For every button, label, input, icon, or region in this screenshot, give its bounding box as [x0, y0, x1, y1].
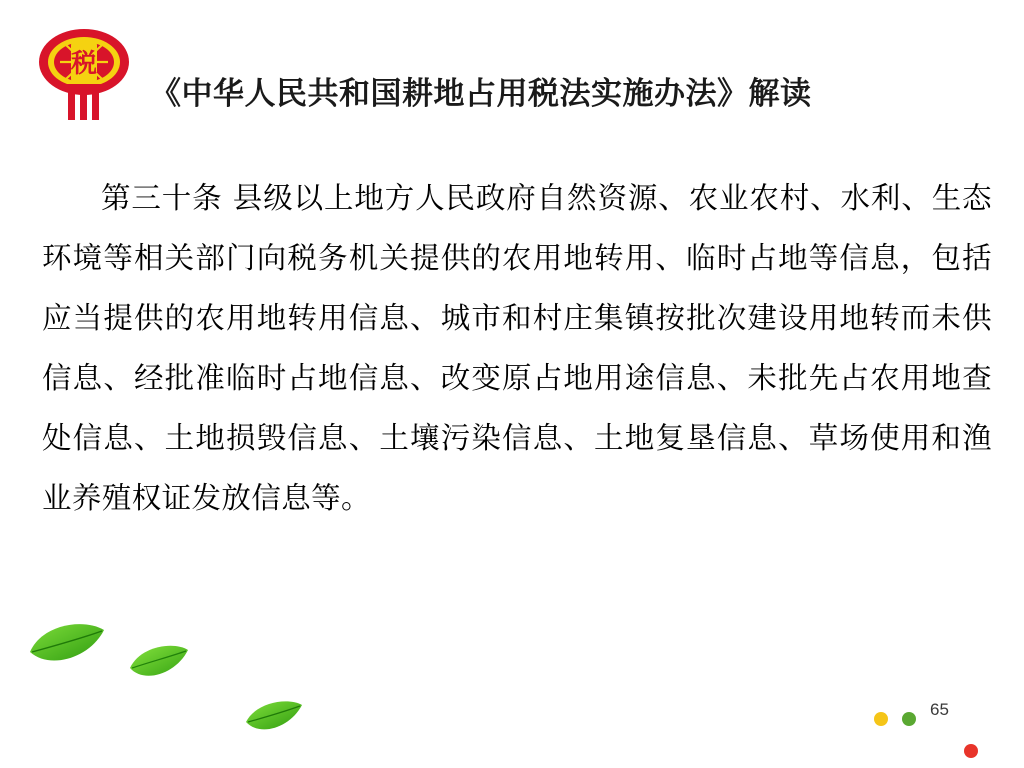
leaf-icon — [244, 700, 304, 738]
leaf-icon — [128, 644, 190, 684]
page-title: 《中华人民共和国耕地占用税法实施办法》解读 — [150, 76, 812, 112]
slide-body-text: 第三十条 县级以上地方人民政府自然资源、农业农村、水利、生态环境等相关部门向税务机关提供的农用地转用、临时占地等信息，包括应当提供的农用地转用信息、城市和村庄集镇按批次建设用地转而未供信息、经批准临时占地信息、改变原占地用途信息、未批先占农用地查处信息、土地损毁信息、土壤污染信息、土地复垦信息、草场使用和渔业养殖权证发放信息等。 — [42, 181, 992, 515]
footer-decoration-dots — [874, 712, 974, 730]
dot-yellow-icon — [874, 712, 888, 726]
page-number: 65 — [930, 700, 949, 719]
tax-emblem-icon — [38, 28, 130, 124]
svg-text:税: 税 — [70, 49, 98, 79]
dot-red-icon — [964, 744, 978, 758]
dot-green-icon — [902, 712, 916, 726]
leaf-icon — [28, 622, 106, 668]
slide-header — [0, 20, 1024, 130]
